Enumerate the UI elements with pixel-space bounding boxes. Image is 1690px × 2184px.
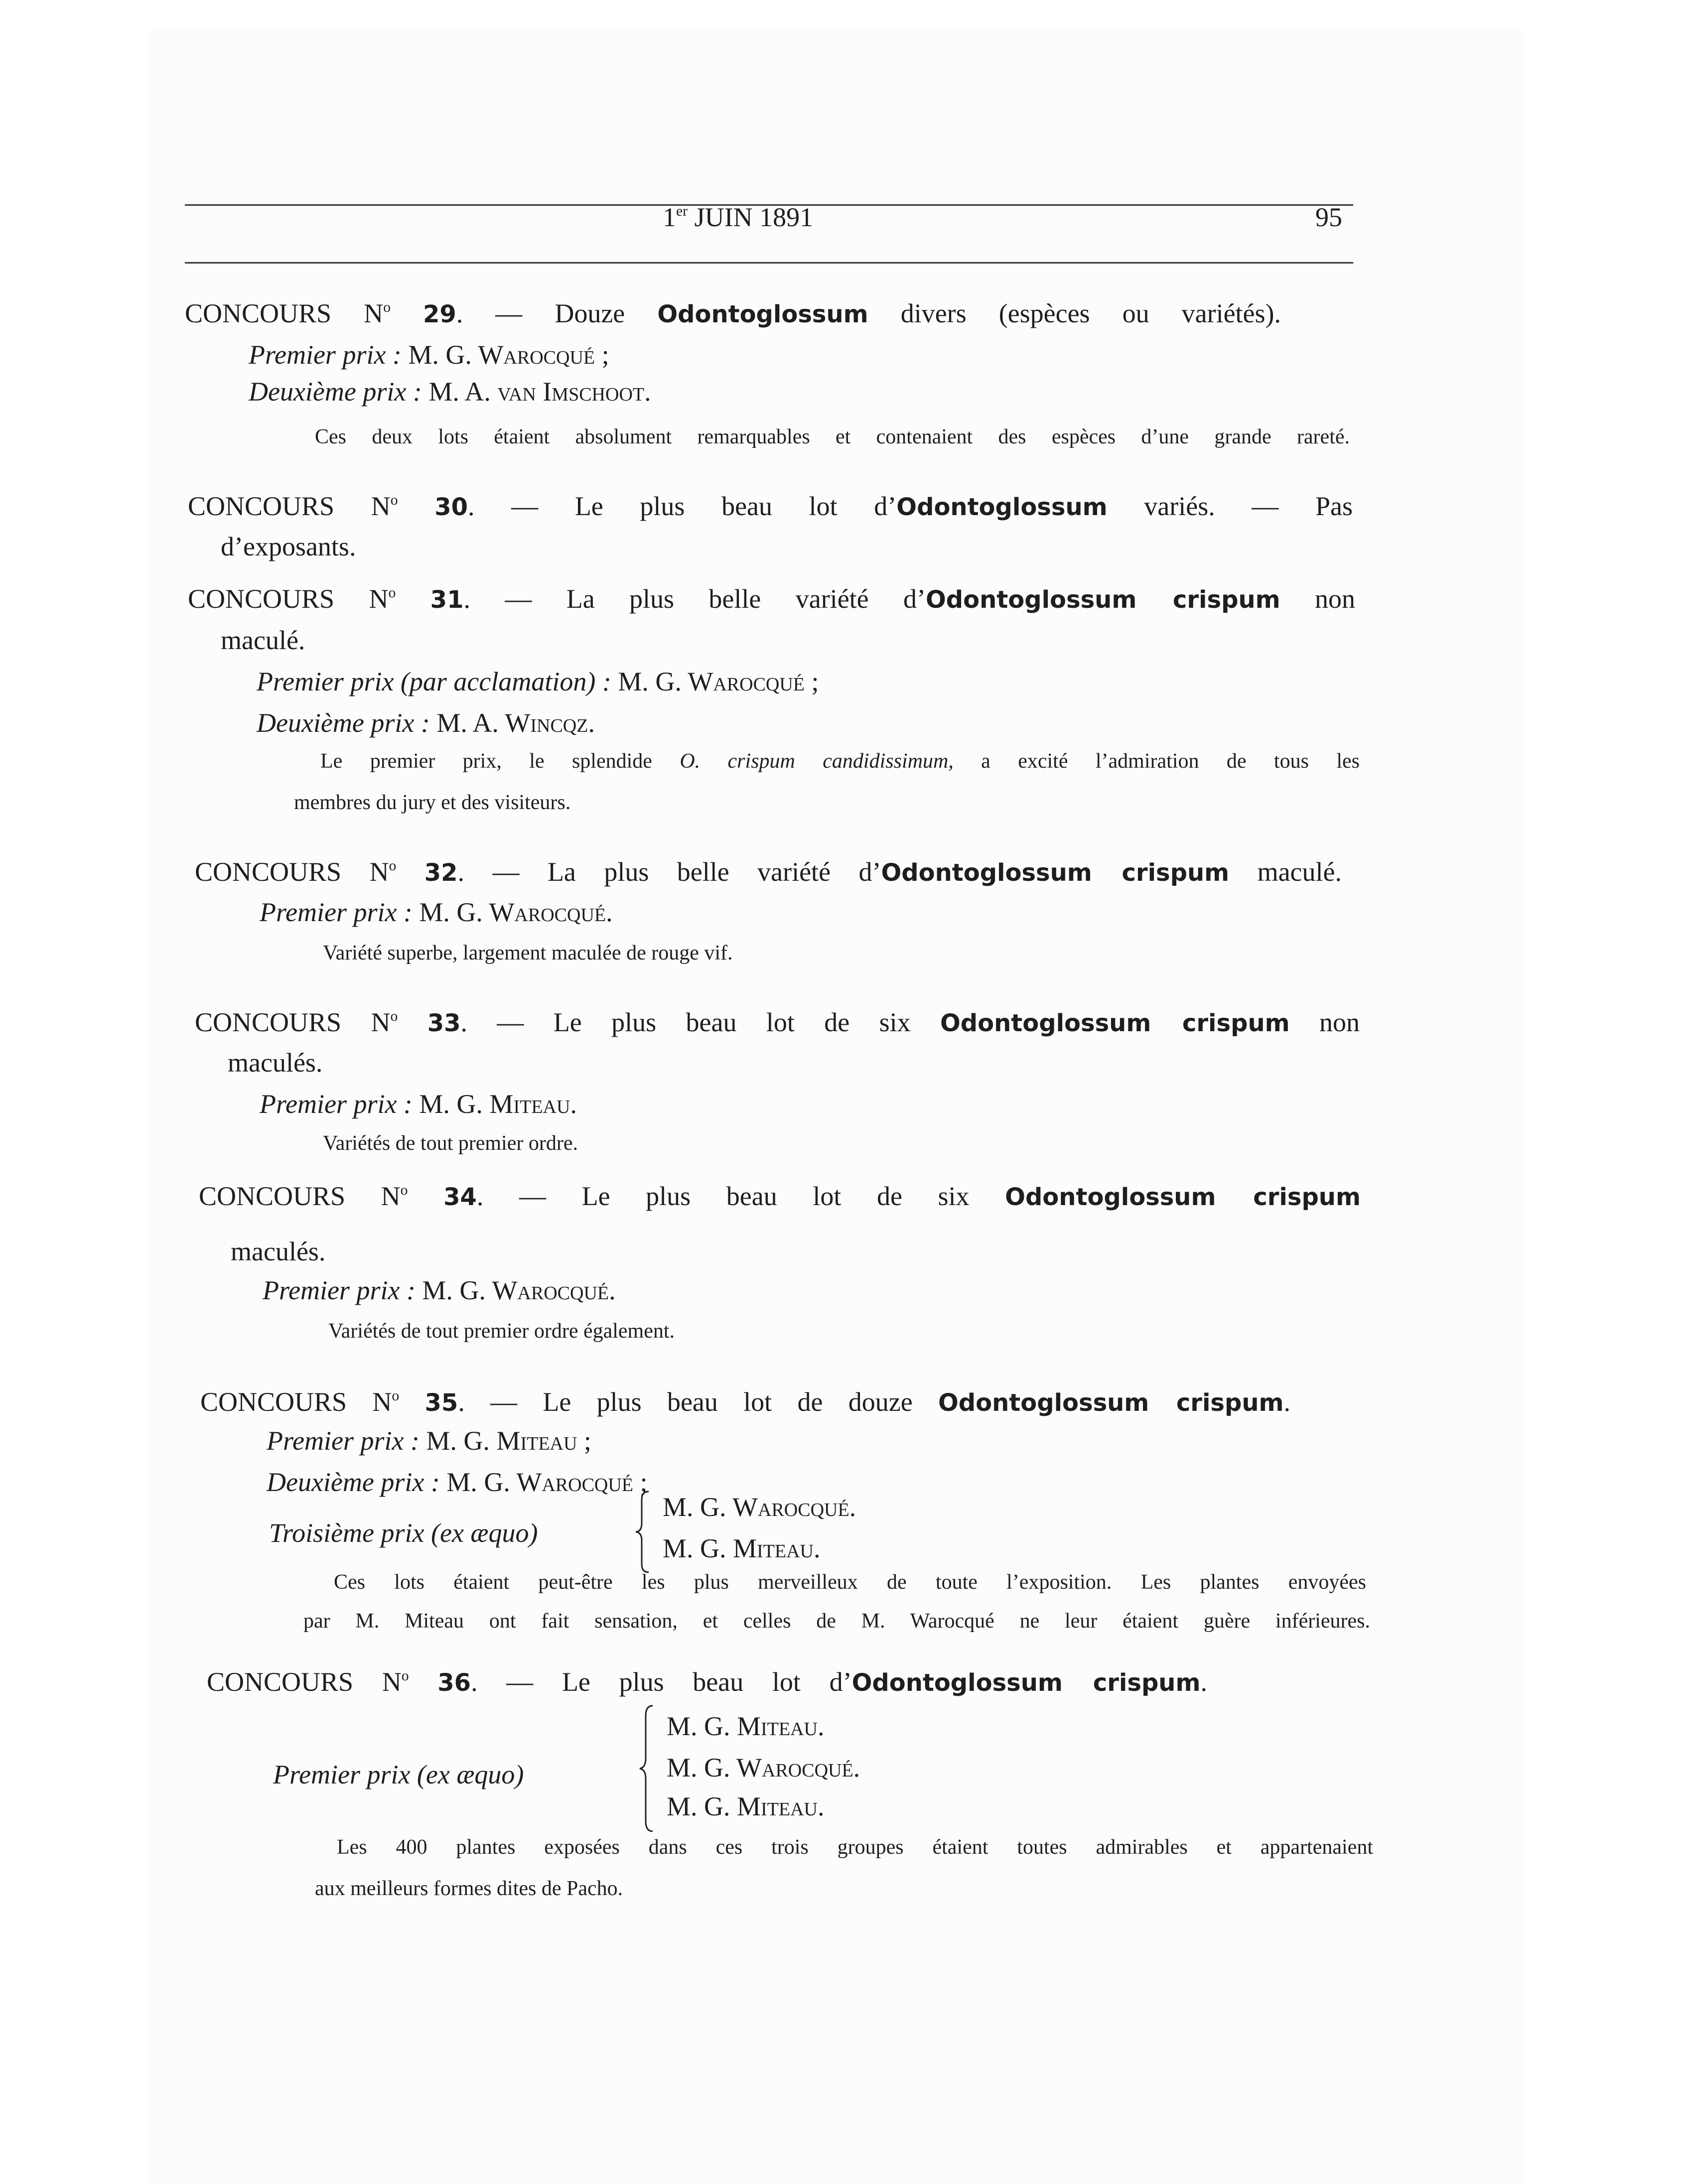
concours-35-note [334, 1569, 1366, 1595]
bold-term: Odontoglossum [896, 493, 1108, 521]
text-segment: Deuxième prix : [267, 1467, 440, 1497]
text-segment: CONCOURS N [200, 1387, 392, 1417]
concours-34-heading [199, 1180, 1361, 1213]
text-segment: divers (espèces ou variétés). [868, 298, 1281, 328]
text-segment: a excité l’admiration de tous les [953, 750, 1360, 773]
concours-31-note [320, 748, 1360, 774]
concours-36-prize-1-label: Premier prix (ex æquo) [273, 1760, 524, 1789]
text-segment: CONCOURS N [188, 491, 391, 521]
concours-36-prize-1-name-1: M. G. Miteau. [667, 1711, 825, 1741]
text-segment: Premier prix : [249, 340, 402, 370]
text-segment: Le plus beau lot d’ [562, 1667, 852, 1697]
concours-29-prize-2 [249, 376, 651, 408]
text-segment: Le plus beau lot de six [581, 1181, 1005, 1211]
date-day-sup: er [676, 203, 688, 220]
concours-35-prize-1 [267, 1425, 591, 1457]
bold-term: 33 [427, 1009, 461, 1037]
concours-34-note: Variétés de tout premier ordre également. [328, 1320, 675, 1343]
concours-35-prize-3-name-1: M. G. Warocqué. [663, 1492, 856, 1522]
text-segment: CONCOURS N [195, 1007, 391, 1037]
text-segment: o [392, 1388, 400, 1404]
concours-36-heading [207, 1666, 1207, 1699]
text-segment: Deuxième prix : [249, 377, 422, 407]
text-segment: o [388, 585, 396, 601]
text-segment: CONCOURS $N^o$ 30. — Le plus beau lot d’Odontoglossum variés. — Pas [188, 491, 1353, 521]
text-segment: M. G. Warocqué. [415, 1275, 616, 1305]
text-segment: Ces lots étaient peut-être les plus merveilleux de toute l’exposition. Les plantes envoyées [334, 1571, 1366, 1594]
text-segment: Premier prix : [260, 1089, 413, 1119]
concours-30-heading-line2: d’exposants. [221, 532, 356, 561]
concours-35-prize-3-name-2: M. G. Miteau. [663, 1533, 821, 1563]
bold-term: Odontoglossum crispum [940, 1009, 1290, 1037]
concours-29-heading [185, 297, 1281, 330]
concours-36-prize-1-name-3: M. G. Miteau. [667, 1791, 825, 1821]
text-segment: Le plus beau lot d’ [574, 491, 897, 521]
concours-33-prize-1 [260, 1088, 577, 1120]
text-segment: — [464, 1387, 543, 1417]
text-segment: M. G. Warocqué. [412, 897, 613, 927]
text-segment: — [463, 298, 555, 328]
concours-32-prize-1 [260, 896, 613, 928]
bold-term: Odontoglossum crispum [1005, 1183, 1361, 1211]
text-segment: Le plus beau lot de six [553, 1007, 940, 1037]
text-segment: par M. Miteau ont fait sensation, et celles de M. Warocqué ne leur étaient guère inférieures. [303, 1610, 1370, 1633]
text-segment: O. crispum candidissimum, [680, 750, 954, 773]
bold-term: Odontoglossum crispum [938, 1389, 1284, 1417]
text-segment [320, 748, 1360, 774]
text-segment: Premier prix : [263, 1275, 416, 1305]
bold-term: Odontoglossum crispum [881, 859, 1230, 887]
concours-34-heading-line2: maculés. [231, 1236, 326, 1266]
page-number: 95 [1315, 202, 1342, 232]
concours-35-prize-2 [267, 1466, 648, 1498]
text-segment: variés. — Pas [1107, 491, 1353, 521]
concours-32-note: Variété superbe, largement maculée de rouge vif. [323, 942, 733, 964]
text-segment: M. G. Miteau. [412, 1089, 577, 1119]
bold-term: 34 [443, 1183, 477, 1211]
bold-term: Odontoglossum crispum [926, 586, 1280, 614]
concours-33-note: Variétés de tout premier ordre. [323, 1132, 578, 1155]
text-segment: Le premier prix, le splendide [320, 750, 680, 773]
text-segment: non [1280, 584, 1356, 614]
text-segment: M. G. Warocqué ; [611, 667, 819, 696]
concours-36-prize-1-name-2: M. G. Warocqué. [667, 1753, 860, 1782]
concours-35-prize-3-label: Troisième prix (ex æquo) [269, 1518, 538, 1548]
text-segment: — [474, 491, 575, 521]
bold-term: 35 [424, 1389, 458, 1417]
text-segment: CONCOURS N [207, 1667, 402, 1697]
concours-29-note [315, 424, 1350, 450]
text-segment: Les 400 plantes exposées dans ces trois groupes étaient toutes admirables et appartenaient [337, 1836, 1373, 1859]
text-segment: CONCOURS $N^o$ 36. — Le plus beau lot d’Odontoglossum crispum. [207, 1667, 1207, 1697]
bold-term: 32 [424, 859, 458, 887]
text-segment: o [400, 1182, 408, 1199]
concours-36-note [337, 1834, 1373, 1860]
text-segment: — [470, 584, 566, 614]
text-segment: CONCOURS $N^o$ 32. — La plus belle variété d’Odontoglossum crispum maculé. [195, 857, 1342, 887]
text-segment: M. A. van Imschoot. [422, 377, 651, 407]
text-segment: . [1200, 1667, 1207, 1697]
bold-term: 31 [430, 586, 464, 614]
text-segment: La plus belle variété d’ [547, 857, 881, 887]
text-segment: non [1289, 1007, 1360, 1037]
concours-31-heading-line2: maculé. [221, 625, 305, 655]
text-segment: CONCOURS $N^o$ 31. — La plus belle variété d’Odontoglossum crispum non [188, 584, 1356, 614]
bold-term: Odontoglossum [657, 300, 868, 328]
date-month-year: JUIN 1891 [694, 202, 814, 232]
text-segment: o [390, 492, 398, 509]
text-segment: — [464, 857, 548, 887]
concours-29-prize-1 [249, 339, 609, 371]
header-bottom-rule [185, 262, 1353, 264]
text-segment: maculé. [1229, 857, 1342, 887]
concours-35-heading [200, 1386, 1290, 1419]
text-segment: Douze [555, 298, 658, 328]
concours-31-note-line2: membres du jury et des visiteurs. [294, 791, 571, 814]
text-segment: CONCOURS N [195, 857, 389, 887]
text-segment: Le plus beau lot de douze [543, 1387, 938, 1417]
text-segment: Ces deux lots étaient absolument remarquables et contenaient des espèces d’une grande rareté. [315, 425, 1350, 448]
text-segment: o [390, 1008, 398, 1025]
date-day: 1 [663, 202, 676, 232]
text-segment: — [467, 1007, 554, 1037]
text-segment: Premier prix : [267, 1426, 420, 1456]
brace-icon [634, 1490, 654, 1574]
concours-30-heading [188, 490, 1353, 523]
bold-term: 36 [437, 1669, 471, 1697]
concours-35-note-line2 [303, 1608, 1370, 1634]
concours-31-prize-2 [257, 707, 595, 739]
brace-icon [638, 1704, 658, 1833]
text-segment: o [401, 1668, 409, 1684]
text-segment: CONCOURS $N^o$ 29. — Douze Odontoglossum divers (espèces ou variétés). [185, 298, 1281, 328]
text-segment: — [483, 1181, 582, 1211]
bold-term: 29 [422, 300, 456, 328]
text-segment: Premier prix (par acclamation) : [257, 667, 611, 696]
text-segment: CONCOURS $N^o$ 35. — Le plus beau lot de douze Odontoglossum crispum. [200, 1387, 1291, 1417]
text-segment: CONCOURS N [188, 584, 389, 614]
text-segment: Premier prix : [260, 897, 413, 927]
header-date [663, 202, 813, 233]
text-segment: — [477, 1667, 562, 1697]
text-segment: CONCOURS N [185, 298, 384, 328]
text-segment: La plus belle variété d’ [566, 584, 926, 614]
concours-34-prize-1 [263, 1274, 616, 1306]
bold-term: 30 [434, 493, 468, 521]
concours-33-heading-line2: maculés. [228, 1048, 323, 1078]
concours-32-heading [195, 856, 1342, 889]
text-segment: M. G. Warocqué ; [401, 340, 609, 370]
text-segment: o [383, 299, 391, 316]
text-segment: M. A. Wincqz. [429, 708, 595, 738]
text-segment: o [389, 858, 397, 874]
text-segment: Deuxième prix : [257, 708, 430, 738]
text-segment: CONCOURS N [199, 1181, 401, 1211]
text-segment: . [1283, 1387, 1291, 1417]
text-segment: M. G. Miteau ; [419, 1426, 591, 1456]
text-segment: CONCOURS $N^o$ 34. — Le plus beau lot de six Odontoglossum crispum [199, 1181, 1361, 1211]
text-segment: CONCOURS $N^o$ 33. — Le plus beau lot de six Odontoglossum crispum non [195, 1007, 1360, 1037]
concours-33-heading [195, 1006, 1360, 1039]
bold-term: Odontoglossum crispum [851, 1669, 1201, 1697]
concours-36-note-line2: aux meilleurs formes dites de Pacho. [315, 1877, 623, 1900]
text-segment: M. G. Warocqué ; [439, 1467, 648, 1497]
concours-31-heading [188, 583, 1355, 616]
concours-31-prize-1 [257, 666, 819, 697]
